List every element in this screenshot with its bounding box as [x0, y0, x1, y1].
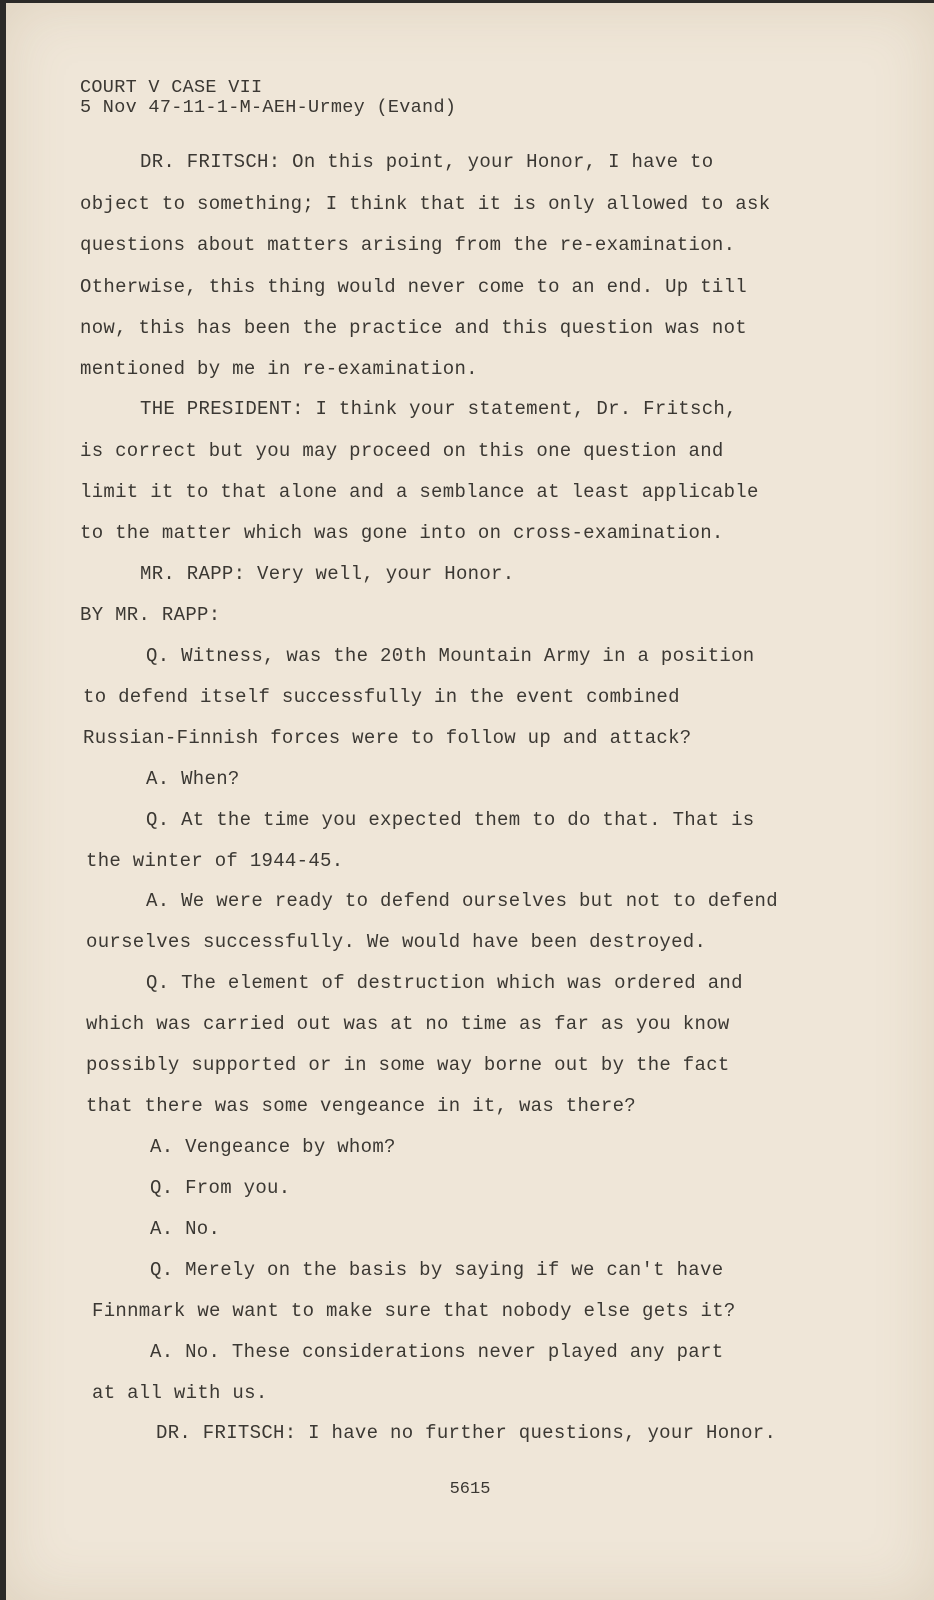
- transcript-line: A. When?: [146, 768, 240, 790]
- session-reference: 5 Nov 47-11-1-M-AEH-Urmey (Evand): [80, 97, 457, 118]
- transcript-line: A. We were ready to defend ourselves but not to defend: [146, 890, 778, 912]
- transcript-line: A. Vengeance by whom?: [150, 1136, 396, 1158]
- transcript-line: Q. Witness, was the 20th Mountain Army in a position: [146, 645, 755, 667]
- transcript-line: at all with us.: [92, 1382, 268, 1404]
- transcript-line: limit it to that alone and a semblance at least applicable: [80, 481, 759, 503]
- transcript-line: to the matter which was gone into on cross-examination.: [80, 522, 724, 544]
- transcript-line: which was carried out was at no time as far as you know: [86, 1013, 730, 1035]
- transcript-line: possibly supported or in some way borne out by the fact: [86, 1054, 730, 1076]
- transcript-line: questions about matters arising from the re-examination.: [80, 234, 736, 256]
- transcript-line: A. No. These considerations never played any part: [150, 1341, 724, 1363]
- transcript-line: A. No.: [150, 1218, 221, 1240]
- transcript-line: Russian-Finnish forces were to follow up and attack?: [83, 727, 692, 749]
- transcript-line: MR. RAPP: Very well, your Honor.: [140, 563, 515, 585]
- page-number: 5615: [449, 1480, 491, 1499]
- transcript-line: ourselves successfully. We would have been destroyed.: [86, 931, 707, 953]
- transcript-line: Otherwise, this thing would never come to an end. Up till: [80, 276, 748, 298]
- transcript-line: the winter of 1944-45.: [86, 850, 344, 872]
- transcript-line: Finnmark we want to make sure that nobody else gets it?: [92, 1300, 736, 1322]
- transcript-line: Q. From you.: [150, 1177, 291, 1199]
- document-page: [6, 3, 934, 1600]
- transcript-line: now, this has been the practice and this question was not: [80, 317, 748, 339]
- transcript-line: THE PRESIDENT: I think your statement, Dr. Fritsch,: [140, 398, 737, 420]
- transcript-line: object to something; I think that it is only allowed to ask: [80, 193, 771, 215]
- transcript-line: is correct but you may proceed on this one question and: [80, 440, 724, 462]
- transcript-line: that there was some vengeance in it, was there?: [86, 1095, 636, 1117]
- transcript-line: Q. At the time you expected them to do that. That is: [146, 809, 755, 831]
- transcript-line: Q. The element of destruction which was ordered and: [146, 972, 743, 994]
- transcript-line: mentioned by me in re-examination.: [80, 358, 478, 380]
- transcript-line: DR. FRITSCH: On this point, your Honor, I have to: [140, 151, 714, 173]
- transcript-line: to defend itself successfully in the event combined: [83, 686, 680, 708]
- transcript-line: DR. FRITSCH: I have no further questions, your Honor.: [156, 1422, 777, 1444]
- transcript-line: Q. Merely on the basis by saying if we can't have: [150, 1259, 724, 1281]
- case-header: COURT V CASE VII: [80, 77, 263, 98]
- transcript-line: BY MR. RAPP:: [80, 604, 221, 626]
